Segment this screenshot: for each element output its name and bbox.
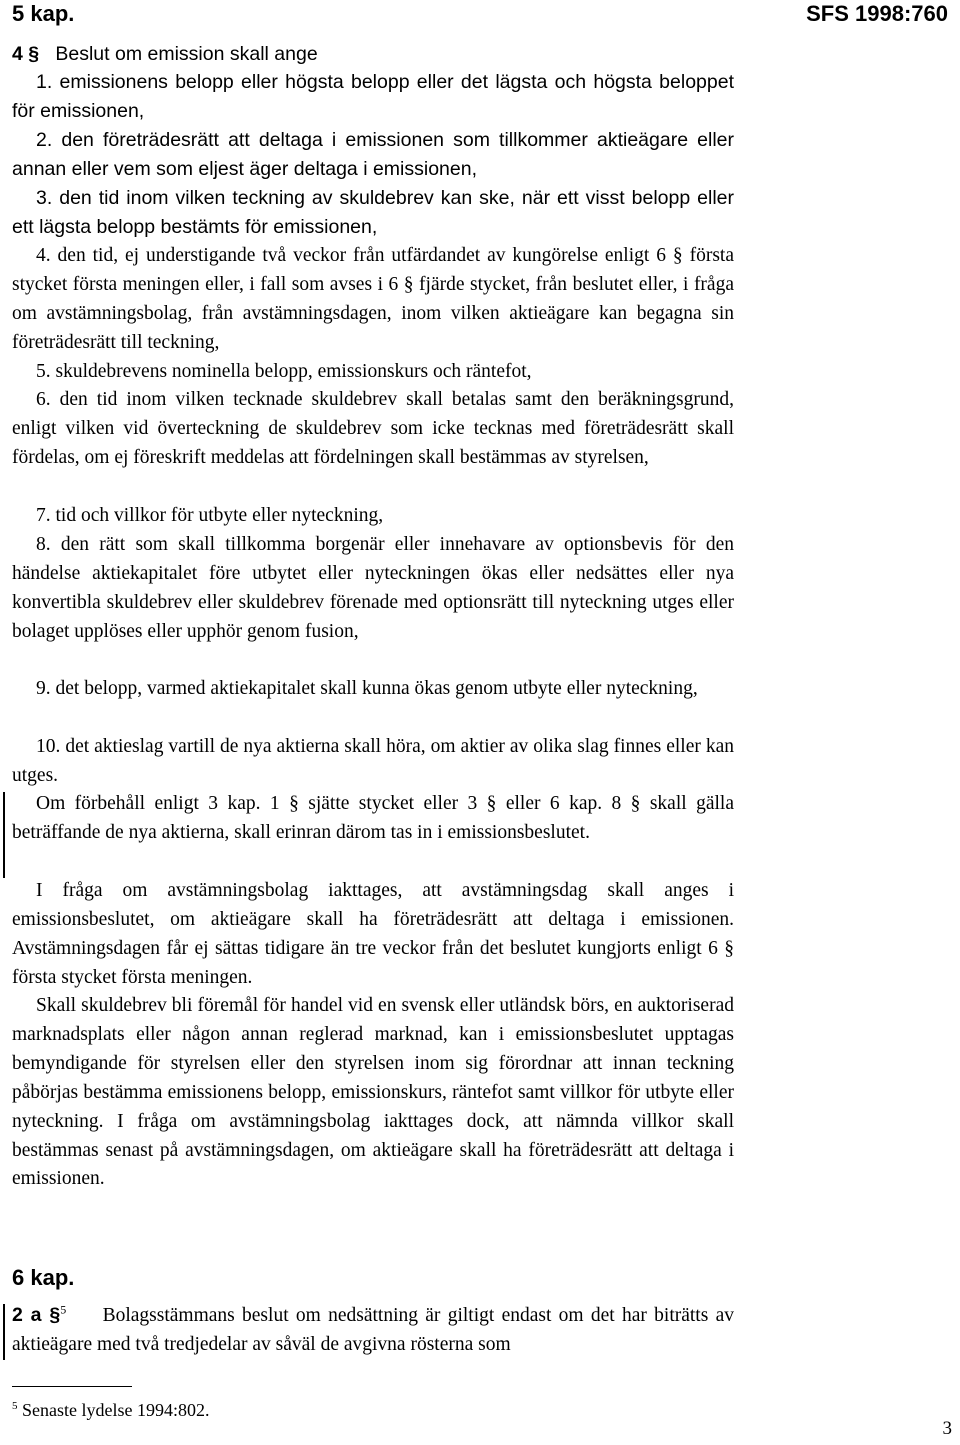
section-title: Beslut om emission skall ange [55, 43, 318, 65]
sfs-number: SFS 1998:760 [806, 1, 948, 26]
list-item-2: 2. den företrädesrätt att deltaga i emissionen som tillkommer aktieägare eller annan eller vem som eljest äger deltaga i emissionen, [12, 129, 734, 180]
list-item-10: 10. det aktieslag vartill de nya aktierna skall höra, om aktier av olika slag finnes eller kan utges. [12, 736, 734, 786]
section-2a [12, 1301, 734, 1360]
list-item-5: 5. skuldebrevens nominella belopp, emissionskurs och räntefot, [36, 361, 532, 382]
change-bar [3, 792, 5, 878]
section-heading [12, 40, 318, 68]
footnote-divider [12, 1386, 132, 1387]
list-item-8: 8. den rätt som skall tillkomma borgenär eller innehavare av optionsbevis för den händelse aktiekapitalet före utbytet eller nyteckningen ökas eller nedsättes eller nya konvertibla skuldebrev eller skuldebrev förenade med optionsrätt till nyteckning utges eller bolaget upplöses eller upphör genom fusion, [12, 534, 734, 642]
chapter-6-heading: 6 kap. [12, 1265, 75, 1290]
change-bar [3, 1304, 5, 1360]
page-number: 3 [942, 1418, 952, 1439]
section-number: 4 § [12, 43, 40, 65]
paragraph-reservation: Om förbehåll enligt 3 kap. 1 § sjätte stycket eller 3 § eller 6 kap. 8 § skall gälla beträffande de nya aktierna, skall erinran därom tas in i emissionsbeslutet. [12, 793, 734, 843]
chapter-header: 5 kap. [12, 1, 75, 26]
footnote-reference[interactable]: 5 [60, 1302, 67, 1317]
list-item-1: 1. emissionens belopp eller högsta belopp eller det lägsta och högsta beloppet för emissionen, [12, 71, 734, 122]
paragraph-trading: Skall skuldebrev bli föremål för handel vid en svensk eller utländsk börs, en auktoriserad marknadsplats eller någon annan reglerad marknad, kan i emissionsbeslutet upptagas bemyndigande för styrelsen eller den styrelsen inom sig förordnar att innan teckning påbörjas bestämma emissionens belopp, emissionskurs, räntefot samt villkor för utbyte eller nyteckning. I fråga om avstämningsbolag iakttages dock, att nämnda villkor skall bestämmas senast på avstämningsdagen, om aktieägare skall ha företrädesrätt att deltaga i emissionen. [12, 995, 734, 1190]
footnote-marker: 5 [12, 1400, 18, 1412]
list-item-3: 3. den tid inom vilken teckning av skuldebrev kan ske, när ett visst belopp eller ett lägsta belopp bestämts för emissionen, [12, 187, 734, 238]
list-item-4: 4. den tid, ej understigande två veckor från utfärdandet av kungörelse enligt 6 § första stycket första meningen eller, i fall som avses i 6 § fjärde stycket, från beslutet eller, i fråga om avstämningsbolag, från avstämningsdagen, inom vilken aktieägare kan begagna sin företrädesrätt till teckning, [12, 245, 734, 353]
list-item-6: 6. den tid inom vilken tecknade skuldebrev skall betalas samt den beräkningsgrund, enligt vilken vid överteckning de skuldebrev som icke tecknas med företrädesrätt skall fördelas, om ej föreskrift meddelas att fördelningen skall bestämmas av styrelsen, [12, 389, 734, 468]
footnote-text: Senaste lydelse 1994:802. [22, 1400, 210, 1420]
section-2a-text: Bolagsstämmans beslut om nedsättning är giltigt endast om det har biträtts av aktieägare med två tredjedelar av såväl de avgivna rösterna som [12, 1305, 734, 1355]
section-2a-number: 2 a § [12, 1304, 61, 1326]
list-item-7: 7. tid och villkor för utbyte eller nyteckning, [36, 505, 384, 526]
list-item-9: 9. det belopp, varmed aktiekapitalet skall kunna ökas genom utbyte eller nyteckning, [36, 678, 698, 699]
paragraph-record-date: I fråga om avstämningsbolag iakttages, att avstämningsdag skall anges i emissionsbeslutet, om aktieägare skall ha företrädesrätt att deltaga i emissionen. Avstämningsdagen får ej sättas tidigare än tre veckor från det beslutet kungjorts enligt 6 § första stycket första meningen. [12, 880, 734, 988]
footnote [12, 1393, 209, 1423]
